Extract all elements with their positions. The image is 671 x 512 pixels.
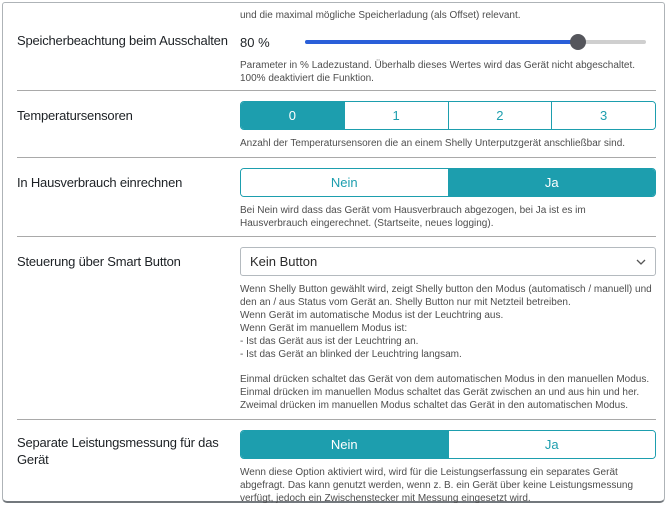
help-line: Einmal drücken im manuellen Modus schaltet das Gerät zwischen an und aus hin und her. — [240, 387, 640, 398]
setting-label-smart-button: Steuerung über Smart Button — [17, 254, 181, 269]
section-separate-messung — [17, 419, 656, 512]
temp-sensor-option-1[interactable]: 1 — [344, 102, 448, 129]
slider-fill — [305, 40, 578, 44]
temp-sensor-segmented — [240, 101, 656, 130]
setting-label-hausverbrauch: In Hausverbrauch einrechnen — [17, 175, 183, 190]
help-line: Zweimal drücken im manuellen Modus schaltet das Gerät in den automatischen Modus. — [240, 400, 628, 411]
intro-help-text: und die maximal mögliche Speicherladung (als Offset) relevant. — [240, 10, 521, 21]
help-line: - Ist das Gerät aus ist der Leuchtring an. — [240, 336, 419, 347]
setting-label-temperatursensoren: Temperatursensoren — [17, 108, 133, 123]
hausverbrauch-toggle — [240, 168, 656, 197]
soc-slider[interactable] — [305, 32, 646, 52]
hausverbrauch-option-ja[interactable]: Ja — [448, 169, 656, 196]
section-temperatursensoren — [17, 90, 656, 157]
help-line: Wenn Gerät im manuellem Modus ist: — [240, 323, 408, 334]
smart-button-select[interactable] — [240, 247, 656, 276]
slider-thumb[interactable] — [570, 34, 586, 50]
setting-help-temperatursensoren: Anzahl der Temperatursensoren die an einem Shelly Unterputzgerät anschließbar sind. — [240, 138, 626, 149]
help-line: Einmal drücken schaltet das Gerät von dem automatischen Modus in den manuellen Modus. — [240, 374, 650, 385]
settings-panel — [2, 2, 665, 503]
separate-messung-option-ja[interactable]: Ja — [448, 431, 656, 458]
section-speicherbeachtung — [17, 3, 656, 90]
setting-help-hausverbrauch: Bei Nein wird dass das Gerät vom Hausverbrauch abgezogen, bei Ja ist es im Hausverbrauch eingerechnet. (Startseite, neues logging). — [240, 205, 586, 229]
hausverbrauch-option-nein[interactable]: Nein — [241, 169, 448, 196]
help-line: Wenn Shelly Button gewählt wird, zeigt Shelly button den Modus (automatisch / manuell) und den an / aus Status vom Gerät an. Shelly Button nur mit Netzteil betreiben. — [240, 284, 652, 308]
setting-help-separate-messung: Wenn diese Option aktiviert wird, wird für die Leistungserfassung ein separates Gerät abgefragt. Das kann genutzt werden, wenn z. B. ein Gerät über keine Leistungsmessung verfügt, jedoch ein Zwischenstecker mit Messung eingesetzt wird. — [240, 467, 634, 504]
help-line: - Ist das Gerät an blinked der Leuchtring langsam. — [240, 349, 462, 360]
temp-sensor-option-3[interactable]: 3 — [551, 102, 655, 129]
chevron-down-icon — [636, 259, 646, 265]
setting-label-separate-messung: Separate Leistungsmessung für das Gerät — [17, 435, 219, 467]
separate-messung-option-nein[interactable]: Nein — [241, 431, 448, 458]
smart-button-help — [240, 283, 656, 412]
help-line: Wenn Gerät im automatische Modus ist der Leuchtring aus. — [240, 310, 504, 321]
smart-button-select-value: Kein Button — [250, 254, 318, 269]
section-smart-button — [17, 236, 656, 419]
setting-label-speicherbeachtung: Speicherbeachtung beim Ausschalten — [17, 33, 228, 48]
section-hausverbrauch — [17, 157, 656, 236]
separate-messung-toggle — [240, 430, 656, 459]
temp-sensor-option-0[interactable]: 0 — [241, 102, 344, 129]
setting-help-speicherbeachtung: Parameter in % Ladezustand. Überhalb dieses Wertes wird das Gerät nicht abgeschaltet. 100% deaktiviert die Funktion. — [240, 60, 636, 84]
slider-value-label: 80 % — [240, 34, 270, 50]
temp-sensor-option-2[interactable]: 2 — [448, 102, 552, 129]
